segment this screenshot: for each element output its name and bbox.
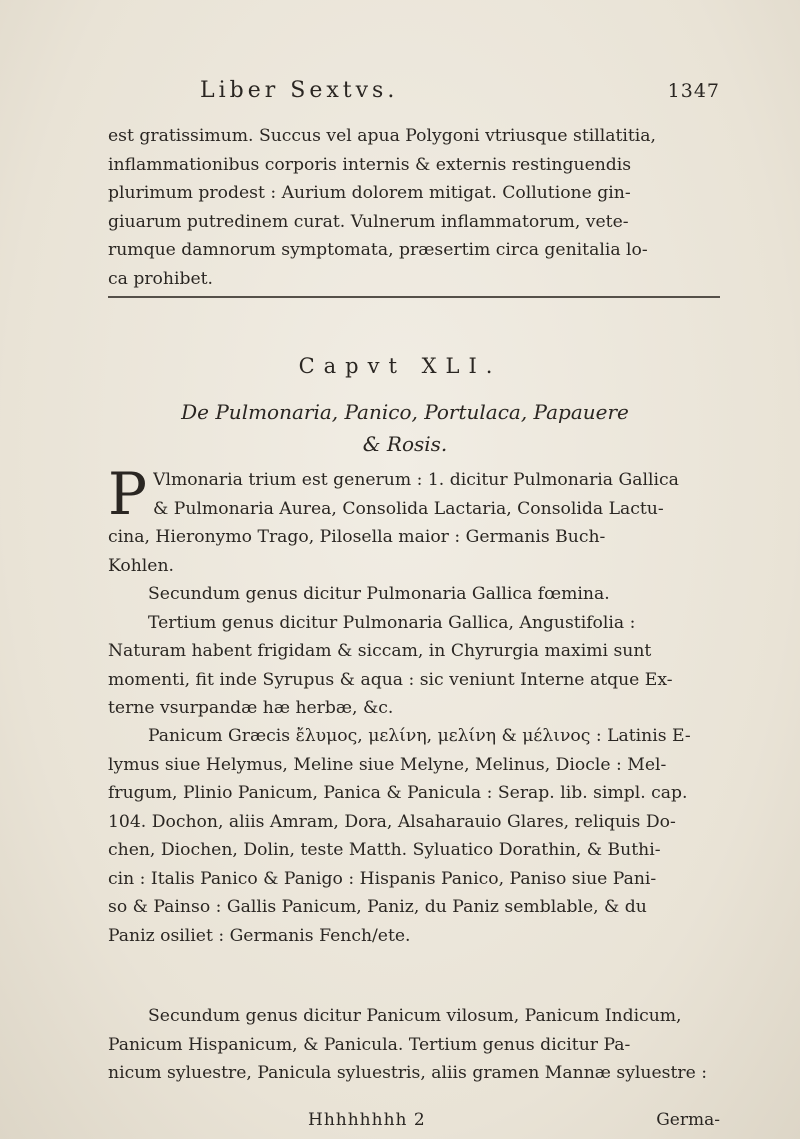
- text-line: Vlmonaria trium est generum : 1. dicitur Pulmonaria Gallica: [153, 470, 679, 490]
- text-line: giuarum putredinem curat. Vulnerum inflammatorum, vete-: [108, 211, 629, 232]
- text-line: so & Painso : Gallis Panicum, Paniz, du Paniz semblable, & du: [108, 897, 647, 917]
- text-line: ca prohibet.: [108, 268, 214, 289]
- text-line: inflammationibus corporis internis & externis restinguendis: [108, 154, 632, 175]
- paragraph-secundum-tertium: [108, 580, 720, 723]
- paragraph-panicum: [108, 722, 720, 950]
- chapter-title: [170, 396, 640, 460]
- text-line: Secundum genus dicitur Pulmonaria Gallica fœmina.: [148, 584, 610, 604]
- signature-mark: Hhhhhhhh 2: [308, 1110, 426, 1130]
- chapter-title-line: De Pulmonaria, Panico, Portulaca, Papauere: [181, 400, 629, 424]
- text-line: Panicum Hispanicum, & Panicula. Tertium genus dicitur Pa-: [108, 1034, 631, 1055]
- text-line: est gratissimum. Succus vel apua Polygoni vtriusque stillatitia,: [108, 126, 656, 146]
- catchword: Germa-: [656, 1110, 720, 1130]
- text-line: 104. Dochon, aliis Amram, Dora, Alsaharauio Glares, reliquis Do-: [108, 811, 676, 832]
- text-line: frugum, Plinio Panicum, Panica & Panicula : Serap. lib. simpl. cap.: [108, 783, 688, 803]
- text-line: cina, Hieronymo Trago, Pilosella maior : Germanis Buch-: [108, 527, 606, 547]
- text-line: rumque damnorum symptomata, præsertim circa genitalia lo-: [108, 240, 648, 260]
- text-line: Panicum Græcis ἔλυμος, μελίνη, μελίνη & μέλινος : Latinis E-: [148, 726, 691, 746]
- text-line: & Pulmonaria Aurea, Consolida Lactaria, Consolida Lactu-: [153, 498, 664, 519]
- text-line: plurimum prodest : Aurium dolorem mitigat. Collutione gin-: [108, 183, 631, 203]
- drop-cap: P: [108, 460, 148, 528]
- top-paragraph: [108, 122, 720, 293]
- paragraph-pulmonaria: [108, 460, 720, 580]
- text-line: terne vsurpandæ hæ herbæ, &c.: [108, 698, 394, 718]
- section-divider: [108, 296, 720, 298]
- text-line: Naturam habent frigidam & siccam, in Chyrurgia maximi sunt: [108, 641, 652, 661]
- text-line: cin : Italis Panico & Panigo : Hispanis Panico, Paniso siue Pani-: [108, 868, 657, 889]
- running-title: Liber Sextvs.: [200, 78, 399, 103]
- text-line: lymus siue Helymus, Meline siue Melyne, Melinus, Diocle : Mel-: [108, 754, 667, 775]
- text-line: nicum syluestre, Panicula syluestris, aliis gramen Mannæ syluestre :: [108, 1063, 708, 1083]
- text-line: momenti, fit inde Syrupus & aqua : sic veniunt Interne atque Ex-: [108, 669, 673, 690]
- text-line: Tertium genus dicitur Pulmonaria Gallica, Angustifolia :: [148, 612, 636, 633]
- page-header: [200, 78, 720, 108]
- paragraph-panicum-genera: [108, 1002, 720, 1088]
- text-line: Kohlen.: [108, 555, 174, 576]
- text-line: Paniz osiliet : Germanis Fench/ete.: [108, 925, 411, 946]
- chapter-title-line: & Rosis.: [362, 432, 448, 456]
- text-line: Secundum genus dicitur Panicum vilosum, Panicum Indicum,: [148, 1006, 682, 1026]
- page-number: 1347: [667, 80, 720, 102]
- text-line: chen, Diochen, Dolin, teste Matth. Syluatico Dorathin, & Buthi-: [108, 840, 661, 860]
- chapter-heading: Capvt XLI.: [298, 354, 502, 378]
